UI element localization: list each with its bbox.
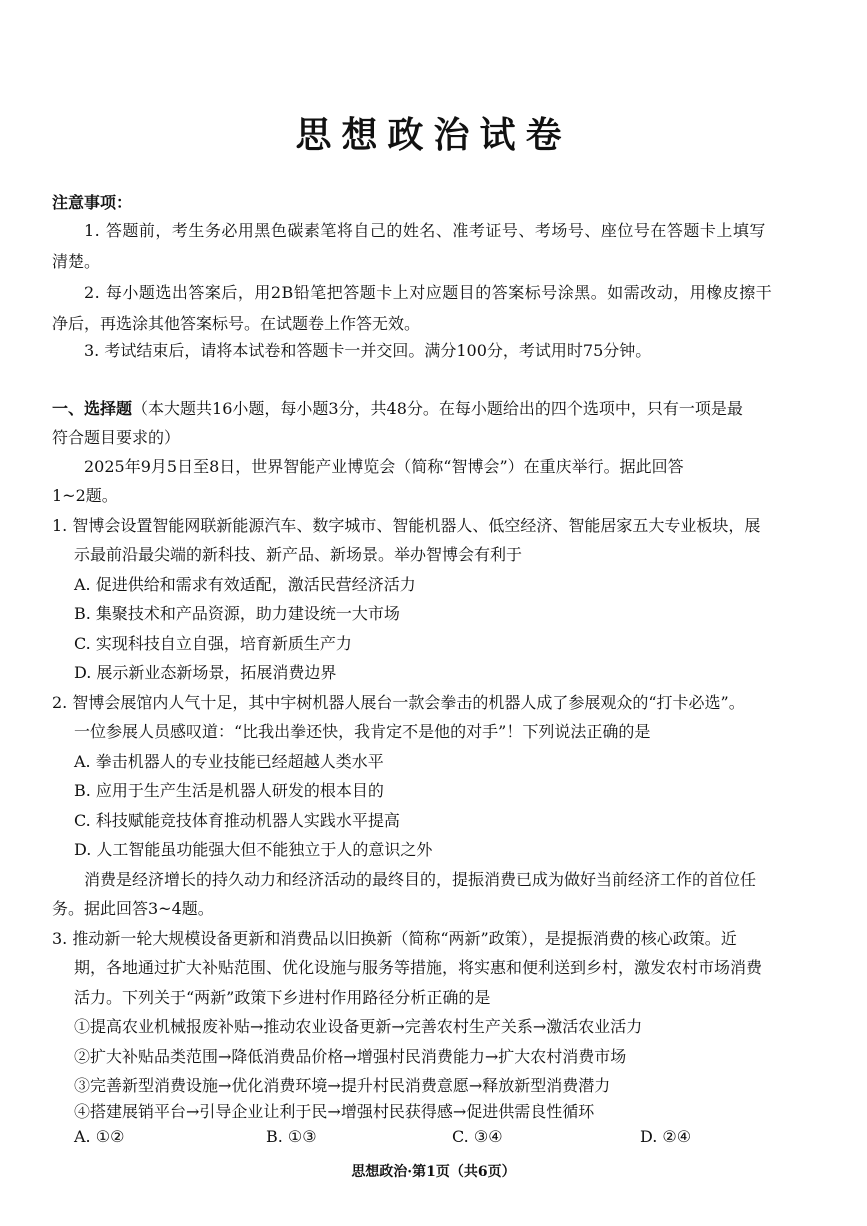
page-footer: 思想政治·第1页（共6页） xyxy=(351,1164,516,1180)
question-3-option-d: D. ②④ xyxy=(640,1127,692,1146)
question-3-statement-2: ②扩大补贴品类范围→降低消费品价格→增强村民消费能力→扩大农村消费市场 xyxy=(74,1047,627,1066)
notice-item-3: 3. 考试结束后，请将本试卷和答题卡一并交回。满分100分，考试用时75分钟。 xyxy=(84,341,652,360)
question-1-stem: 1. 智博会设置智能网联新能源汽车、数字城市、智能机器人、低空经济、智能居家五大专业板块，展 xyxy=(52,516,761,535)
question-3-statement-1: ①提高农业机械报废补贴→推动农业设备更新→完善农村生产关系→激活农业活力 xyxy=(74,1017,643,1036)
question-3-stem: 3. 推动新一轮大规模设备更新和消费品以旧换新（简称“两新”政策），是提振消费的核心政策。近 xyxy=(52,929,737,948)
question-2-stem-cont: 一位参展人员感叹道：“比我出拳还快，我肯定不是他的对手”！下列说法正确的是 xyxy=(74,722,651,741)
passage-2-line-2: 务。据此回答3~4题。 xyxy=(52,899,214,918)
question-1-stem-cont: 示最前沿最尖端的新科技、新产品、新场景。举办智博会有利于 xyxy=(74,545,523,564)
question-2-option-a: A. 拳击机器人的专业技能已经超越人类水平 xyxy=(74,752,384,771)
question-2-option-c: C. 科技赋能竞技体育推动机器人实践水平提高 xyxy=(74,811,400,830)
question-2-option-b: B. 应用于生产生活是机器人研发的根本目的 xyxy=(74,781,384,800)
question-1-option-a: A. 促进供给和需求有效适配，激活民营经济活力 xyxy=(74,575,416,594)
section-1-heading: 一、选择题 xyxy=(52,399,133,418)
notice-item-2: 2. 每小题选出答案后，用2B铅笔把答题卡上对应题目的答案标号涂黑。如需改动，用橡皮擦干 xyxy=(84,283,773,302)
page-title: 思想政治试卷 xyxy=(295,114,572,156)
question-3-stem-cont-2: 活力。下列关于“两新”政策下乡进村作用路径分析正确的是 xyxy=(74,988,491,1007)
question-1-option-b: B. 集聚技术和产品资源，助力建设统一大市场 xyxy=(74,604,400,623)
notice-heading: 注意事项： xyxy=(52,193,133,212)
question-3-option-b: B. ①③ xyxy=(266,1127,317,1146)
notice-item-1: 1. 答题前，考生务必用黑色碳素笔将自己的姓名、准考证号、考场号、座位号在答题卡上填写 xyxy=(84,221,766,240)
question-3-statement-3: ③完善新型消费设施→优化消费环境→提升村民消费意愿→释放新型消费潜力 xyxy=(74,1076,611,1095)
question-3-option-a: A. ①② xyxy=(74,1127,125,1146)
passage-1-line-2: 1~2题。 xyxy=(52,486,118,505)
question-2-stem: 2. 智博会展馆内人气十足，其中宇树机器人展台一款会拳击的机器人成了参展观众的“打卡必选”。 xyxy=(52,693,745,712)
question-3-option-c: C. ③④ xyxy=(452,1127,503,1146)
section-1-header xyxy=(52,399,743,419)
passage-1-line-1: 2025年9月5日至8日，世界智能产业博览会（简称“智博会”）在重庆举行。据此回答 xyxy=(84,457,684,476)
passage-2-line-1: 消费是经济增长的持久动力和经济活动的最终目的，提振消费已成为做好当前经济工作的首位任 xyxy=(84,870,757,889)
question-2-option-d: D. 人工智能虽功能强大但不能独立于人的意识之外 xyxy=(74,840,433,859)
question-1-option-d: D. 展示新业态新场景，拓展消费边界 xyxy=(74,663,337,682)
notice-item-2-cont: 净后，再选涂其他答案标号。在试题卷上作答无效。 xyxy=(52,314,421,333)
section-1-desc-cont: 符合题目要求的） xyxy=(52,428,181,447)
question-3-statement-4: ④搭建展销平台→引导企业让利于民→增强村民获得感→促进供需良性循环 xyxy=(74,1102,595,1121)
notice-item-1-cont: 清楚。 xyxy=(52,252,101,271)
question-1-option-c: C. 实现科技自立自强，培育新质生产力 xyxy=(74,634,352,653)
section-1-desc: （本大题共16小题，每小题3分，共48分。在每小题给出的四个选项中，只有一项是最 xyxy=(132,399,743,418)
question-3-stem-cont-1: 期，各地通过扩大补贴范围、优化设施与服务等措施，将实惠和便利送到乡村，激发农村市场消费 xyxy=(74,958,763,977)
